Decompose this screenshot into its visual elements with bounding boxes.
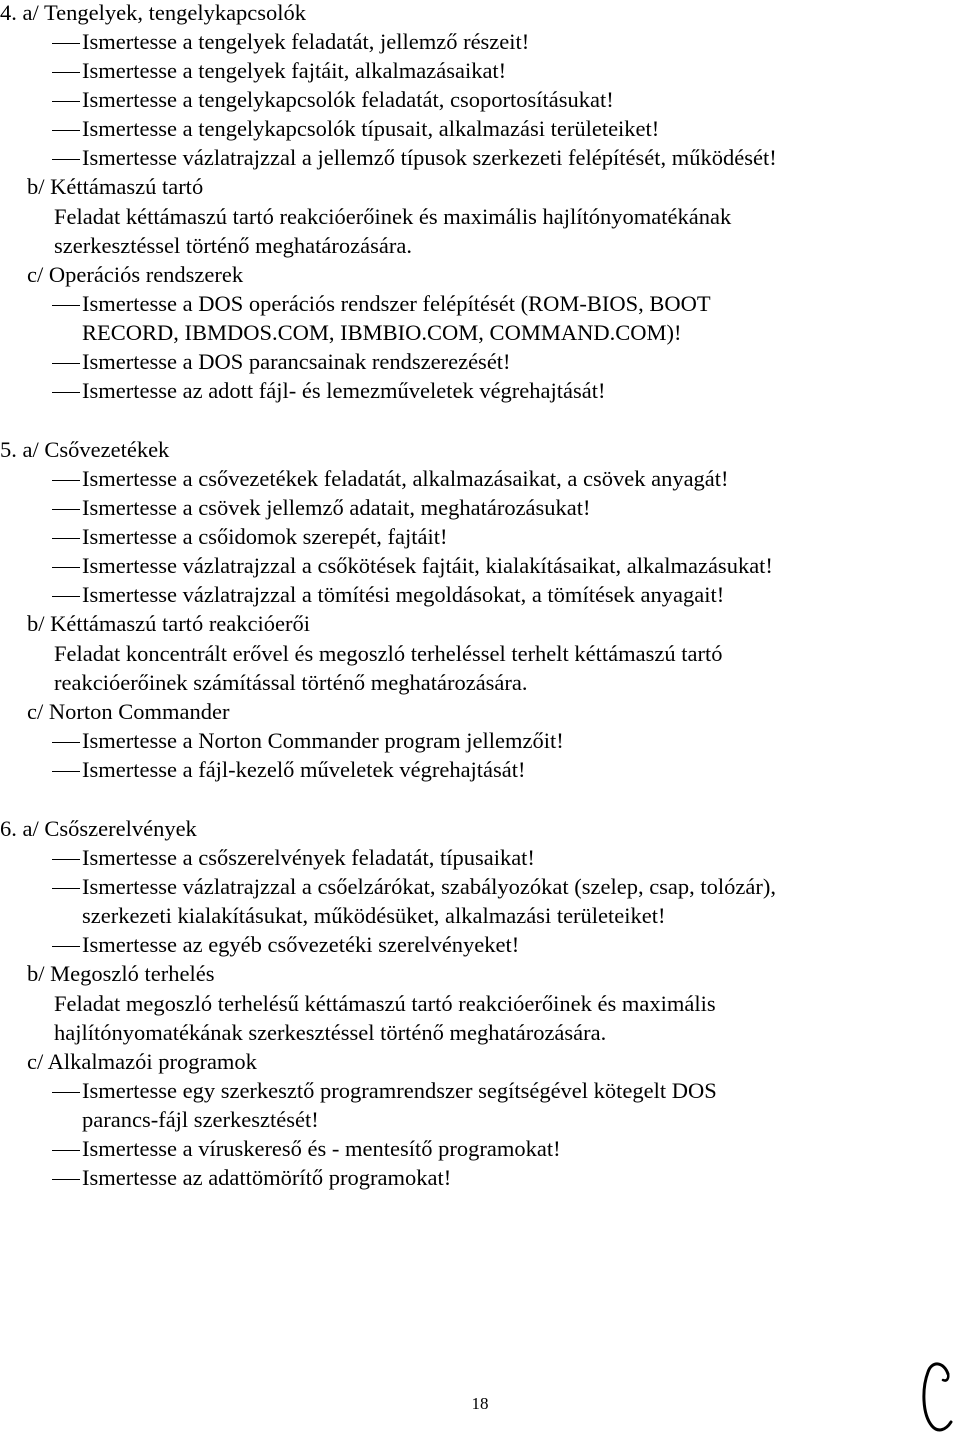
list-item: Ismertesse az egyéb csővezetéki szerelvényeket! <box>82 932 520 957</box>
bullet-dash <box>52 101 80 102</box>
bullet-dash <box>52 363 80 364</box>
section-6b-heading: b/ Megoszló terhelés <box>27 961 215 986</box>
task-text: Feladat kéttámaszú tartó reakcióerőinek és maximális hajlítónyomatékának <box>54 204 732 229</box>
bullet-dash <box>52 130 80 131</box>
section-5c-heading: c/ Norton Commander <box>27 699 230 724</box>
list-item: Ismertesse vázlatrajzzal a csőelzárókat, szabályozókat (szelep, csap, tolózár), <box>82 874 777 899</box>
bullet-dash <box>52 1150 80 1151</box>
list-item-continuation: szerkezeti kialakításukat, működésüket, alkalmazási területeiket! <box>82 903 666 928</box>
list-item: Ismertesse az adattömörítő programokat! <box>82 1165 452 1190</box>
bullet-dash <box>52 946 80 947</box>
list-item: Ismertesse a csőidomok szerepét, fajtáit! <box>82 524 448 549</box>
bullet-dash <box>52 509 80 510</box>
task-text: reakcióerőinek számítással történő meghatározására. <box>54 670 528 695</box>
list-item: Ismertesse a fájl-kezelő műveletek végrehajtását! <box>82 757 526 782</box>
list-item: Ismertesse a csőszerelvények feladatát, típusaikat! <box>82 845 535 870</box>
bullet-dash <box>52 480 80 481</box>
list-item: Ismertesse a DOS parancsainak rendszerezését! <box>82 349 511 374</box>
list-item: Ismertesse a DOS operációs rendszer felépítését (ROM-BIOS, BOOT <box>82 291 711 316</box>
bullet-dash <box>52 43 80 44</box>
bullet-dash <box>52 859 80 860</box>
bullet-dash <box>52 72 80 73</box>
bullet-dash <box>52 1092 80 1093</box>
section-6c-heading: c/ Alkalmazói programok <box>27 1049 257 1074</box>
list-item: Ismertesse a tengelykapcsolók típusait, alkalmazási területeiket! <box>82 116 660 141</box>
list-item: Ismertesse egy szerkesztő programrendszer segítségével kötegelt DOS <box>82 1078 717 1103</box>
list-item-continuation: parancs-fájl szerkesztését! <box>82 1107 319 1132</box>
list-item: Ismertesse a csövek jellemző adatait, meghatározásukat! <box>82 495 591 520</box>
list-item: Ismertesse vázlatrajzzal a tömítési megoldásokat, a tömítések anyagait! <box>82 582 725 607</box>
list-item: Ismertesse a Norton Commander program jellemzőit! <box>82 728 564 753</box>
bullet-dash <box>52 567 80 568</box>
list-item: Ismertesse az adott fájl- és lemezműveletek végrehajtását! <box>82 378 606 403</box>
task-text: Feladat megoszló terhelésű kéttámaszú tartó reakcióerőinek és maximális <box>54 991 716 1016</box>
task-text: Feladat koncentrált erővel és megoszló terheléssel terhelt kéttámaszú tartó <box>54 641 723 666</box>
bullet-dash <box>52 888 80 889</box>
list-item: Ismertesse a víruskereső és - mentesítő programokat! <box>82 1136 561 1161</box>
task-text: szerkesztéssel történő meghatározására. <box>54 233 412 258</box>
handwritten-initial-mark <box>918 1358 956 1436</box>
bullet-dash <box>52 159 80 160</box>
bullet-dash <box>52 1179 80 1180</box>
bullet-dash <box>52 771 80 772</box>
section-5b-heading: b/ Kéttámaszú tartó reakcióerői <box>27 611 310 636</box>
section-4b-heading: b/ Kéttámaszú tartó <box>27 174 204 199</box>
bullet-dash <box>52 538 80 539</box>
list-item: Ismertesse a tengelyek fajtáit, alkalmazásaikat! <box>82 58 507 83</box>
list-item: Ismertesse vázlatrajzzal a jellemző típusok szerkezeti felépítését, működését! <box>82 145 777 170</box>
section-5a-heading: 5. a/ Csővezetékek <box>0 437 170 462</box>
list-item: Ismertesse a tengelyek feladatát, jellemző részeit! <box>82 29 530 54</box>
bullet-dash <box>52 742 80 743</box>
list-item: Ismertesse a tengelykapcsolók feladatát, csoportosításukat! <box>82 87 614 112</box>
section-4c-heading: c/ Operációs rendszerek <box>27 262 244 287</box>
bullet-dash <box>52 305 80 306</box>
section-6a-heading: 6. a/ Csőszerelvények <box>0 816 197 841</box>
bullet-dash <box>52 596 80 597</box>
section-4a-heading: 4. a/ Tengelyek, tengelykapcsolók <box>0 0 307 25</box>
list-item: Ismertesse vázlatrajzzal a csőkötések fajtáit, kialakításaikat, alkalmazásukat! <box>82 553 773 578</box>
list-item-continuation: RECORD, IBMDOS.COM, IBMBIO.COM, COMMAND.COM)! <box>82 320 682 345</box>
list-item: Ismertesse a csővezetékek feladatát, alkalmazásaikat, a csövek anyagát! <box>82 466 729 491</box>
page-number: 18 <box>471 1394 489 1413</box>
bullet-dash <box>52 392 80 393</box>
task-text: hajlítónyomatékának szerkesztéssel történő meghatározására. <box>54 1020 607 1045</box>
